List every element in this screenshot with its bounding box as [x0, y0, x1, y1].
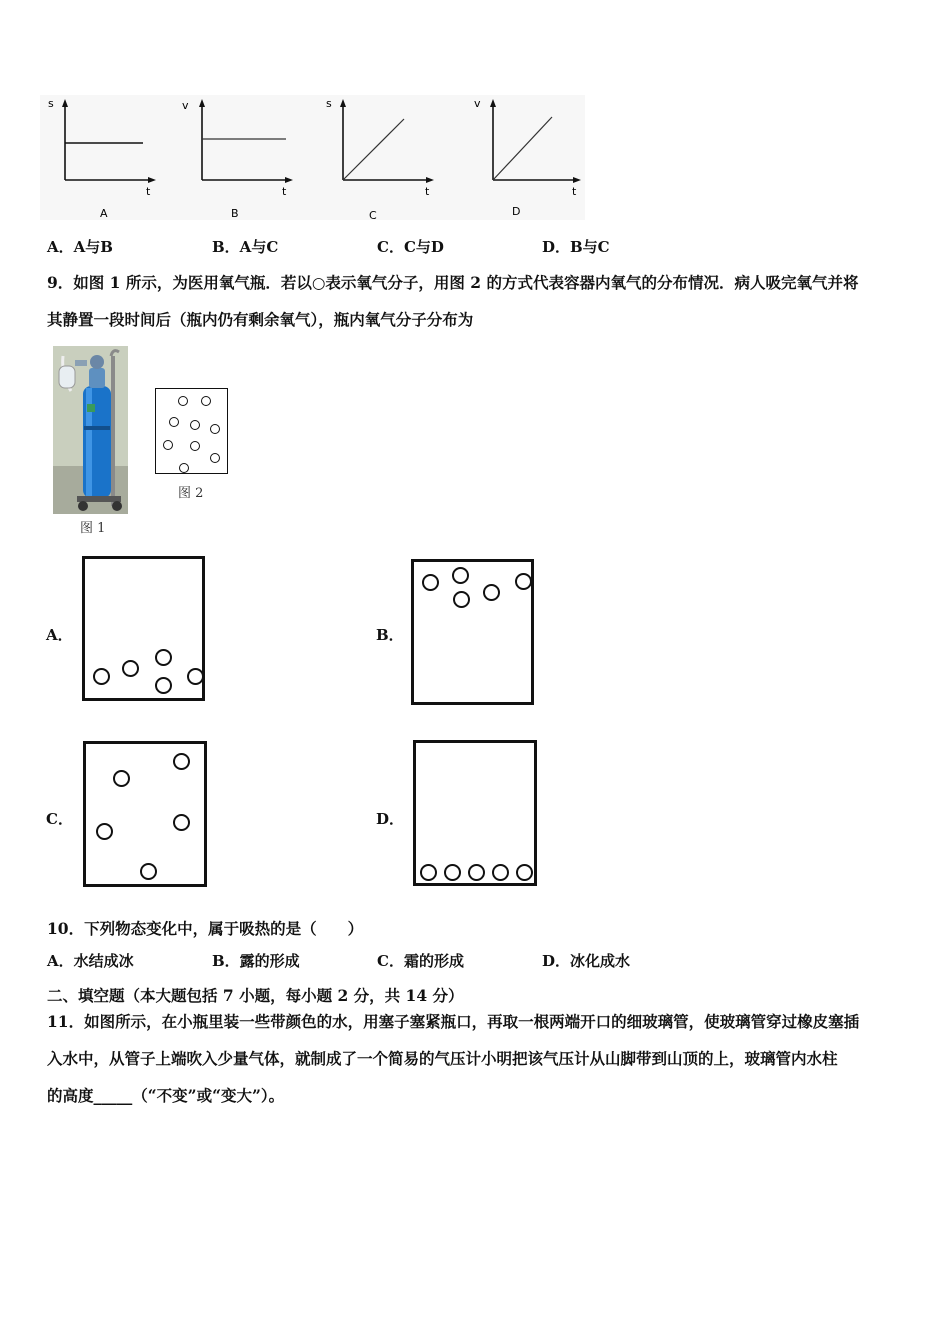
oxygen-molecule — [515, 573, 532, 590]
q9-option-c-container[interactable] — [83, 741, 207, 887]
oxygen-molecule — [178, 396, 188, 406]
q9-stem-line1: 9．如图 1 所示，为医用氧气瓶．若以○表示氧气分子，用图 2 的方式代表容器内氧气的分布情况．病人吸完氧气并将 — [47, 273, 859, 292]
oxygen-molecule — [453, 591, 470, 608]
oxygen-molecule — [452, 567, 469, 584]
q11-line3: 的高度_____（“不变”或“变大”）。 — [47, 1086, 285, 1105]
oxygen-molecule — [516, 864, 533, 881]
graph-c-label: C — [369, 209, 377, 222]
oxygen-molecule — [187, 668, 204, 685]
oxygen-molecule — [173, 753, 190, 770]
graph-c-xlabel: t — [425, 185, 430, 198]
q8-option-c[interactable]: C．C与D — [377, 238, 444, 256]
oxygen-molecule — [169, 417, 179, 427]
q9-option-d-label[interactable]: D． — [376, 810, 405, 828]
oxygen-molecule — [93, 668, 110, 685]
q9-option-d-container[interactable] — [413, 740, 537, 886]
q10-option-d[interactable]: D．冰化成水 — [542, 952, 631, 970]
graph-a-label: A — [100, 207, 108, 220]
q10-option-a[interactable]: A．水结成冰 — [47, 952, 134, 970]
q9-option-c-label[interactable]: C． — [46, 810, 73, 828]
figure2-container — [155, 388, 228, 474]
oxygen-molecule — [190, 441, 200, 451]
oxygen-molecule — [190, 420, 200, 430]
oxygen-molecule — [201, 396, 211, 406]
figure1-caption: 图 1 — [80, 521, 106, 536]
figure2-caption: 图 2 — [178, 486, 204, 501]
oxygen-molecule — [420, 864, 437, 881]
q9-option-a-container[interactable] — [82, 556, 205, 701]
oxygen-molecule — [96, 823, 113, 840]
oxygen-molecule — [155, 649, 172, 666]
oxygen-molecule — [155, 677, 172, 694]
graph-d-ylabel: v — [474, 97, 481, 110]
graph-b-xlabel: t — [282, 185, 287, 198]
graph-b-label: B — [231, 207, 239, 220]
oxygen-molecule — [179, 463, 189, 473]
graph-b-ylabel: v — [182, 99, 189, 112]
q9-option-a-label[interactable]: A． — [46, 626, 73, 644]
q9-option-b-label[interactable]: B． — [376, 626, 404, 644]
oxygen-molecule — [140, 863, 157, 880]
q8-option-b[interactable]: B．A与C — [212, 238, 279, 256]
oxygen-molecule — [483, 584, 500, 601]
q9-stem-line2: 其静置一段时间后（瓶内仍有剩余氧气），瓶内氧气分子分布为 — [47, 310, 474, 329]
oxygen-molecule — [113, 770, 130, 787]
graph-a-xlabel: t — [146, 185, 151, 198]
oxygen-molecule — [122, 660, 139, 677]
q10-option-b[interactable]: B．露的形成 — [212, 952, 300, 970]
graph-d-xlabel: t — [572, 185, 577, 198]
oxygen-molecule — [163, 440, 173, 450]
graph-d-label: D — [512, 205, 521, 218]
oxygen-molecule — [173, 814, 190, 831]
q11-line2: 入水中，从管子上端吹入少量气体，就制成了一个简易的气压计小明把该气压计从山脚带到山顶的上，玻璃管内水柱 — [47, 1049, 838, 1068]
oxygen-molecule — [422, 574, 439, 591]
q8-option-a[interactable]: A．A与B — [47, 238, 113, 256]
oxygen-molecule — [444, 864, 461, 881]
q8-option-d[interactable]: D．B与C — [542, 238, 610, 256]
graph-c-ylabel: s — [326, 97, 332, 110]
oxygen-molecule — [468, 864, 485, 881]
q8-graphs — [40, 95, 600, 230]
q9-option-b-container[interactable] — [411, 559, 534, 705]
oxygen-cylinder-photo — [53, 346, 128, 514]
oxygen-molecule — [492, 864, 509, 881]
graphs-background — [40, 95, 585, 220]
q10-option-c[interactable]: C．霜的形成 — [377, 952, 464, 970]
q11-line1: 11．如图所示，在小瓶里装一些带颜色的水，用塞子塞紧瓶口，再取一根两端开口的细玻璃管，使玻璃管穿过橡皮塞插 — [47, 1012, 860, 1031]
section-heading: 二、填空题（本大题包括 7 小题，每小题 2 分，共 14 分） — [47, 986, 464, 1005]
graph-a-ylabel: s — [48, 97, 54, 110]
oxygen-molecule — [210, 424, 220, 434]
q10-stem: 10．下列物态变化中，属于吸热的是（ ） — [47, 919, 364, 938]
oxygen-molecule — [210, 453, 220, 463]
